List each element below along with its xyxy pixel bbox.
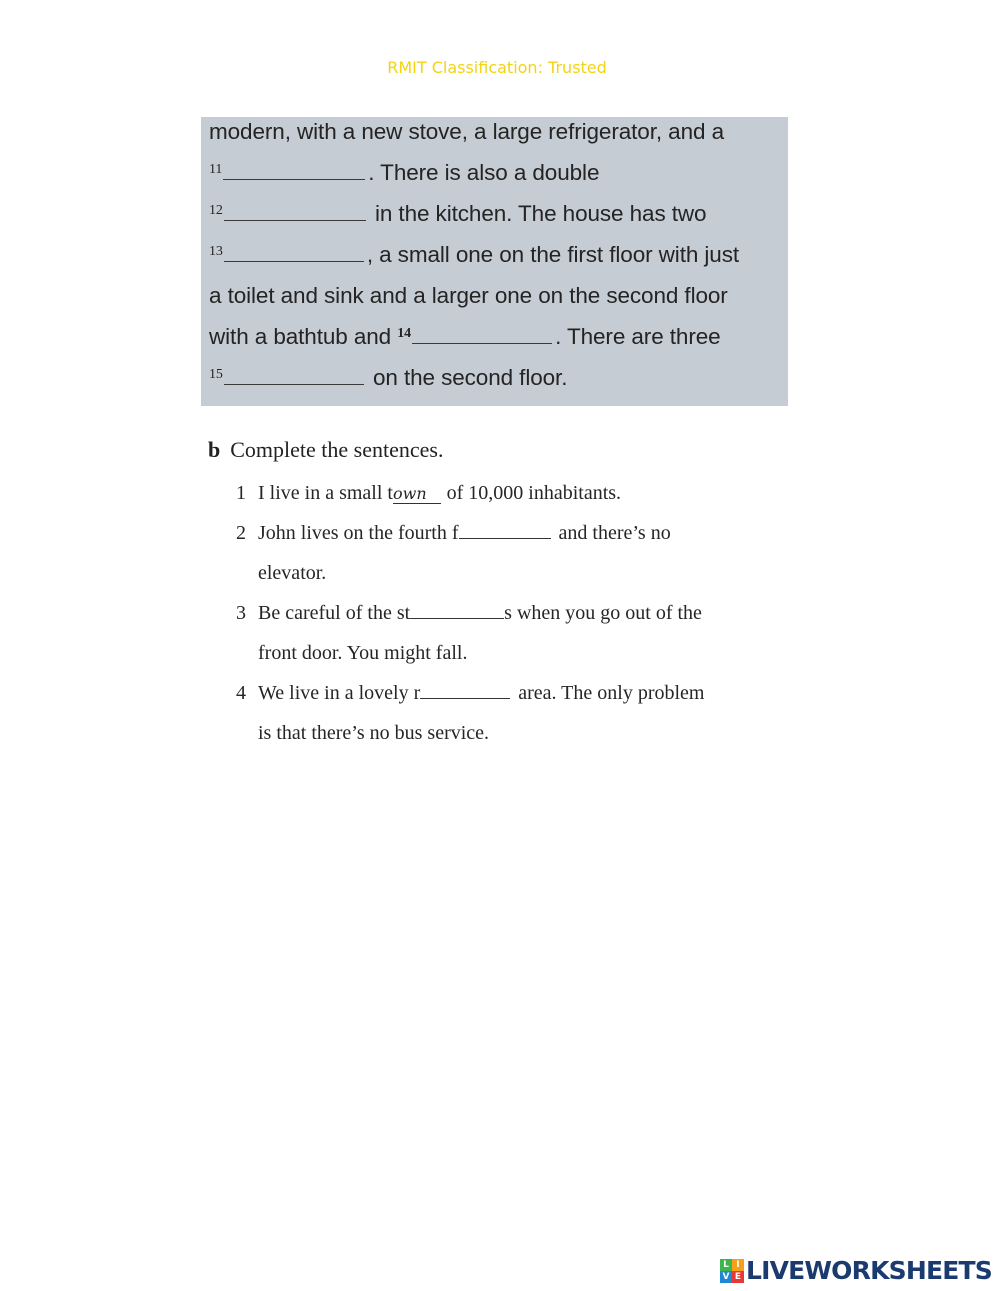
passage-line (209, 201, 706, 227)
passage-text: with a bathtub and (209, 324, 398, 349)
passage-line (209, 119, 724, 145)
exercise-text: and there’s no (558, 522, 671, 544)
logo-letter: I (732, 1259, 744, 1271)
section-b-heading (208, 437, 443, 463)
exercise-item (236, 682, 704, 705)
liveworksheets-logo (720, 1256, 992, 1285)
exercise-number: 1 (236, 482, 246, 504)
exercise-item (236, 522, 671, 545)
passage-line (209, 242, 739, 268)
passage-text: on the second floor. (366, 365, 568, 390)
item-number: 13 (209, 244, 223, 259)
passage-text: modern, with a new stove, a large refrigerator, and a (209, 119, 724, 144)
answer-blank-12[interactable] (224, 204, 366, 221)
passage-text: . There is also a double (368, 160, 600, 185)
passage-text: . There are three (555, 324, 721, 349)
exercise-continuation: elevator. (258, 562, 327, 584)
item-number: 15 (209, 367, 223, 382)
exercise-text: John lives on the fourth f (258, 522, 459, 544)
answer-blank-13[interactable] (224, 245, 364, 262)
exercise-text: We live in a lovely r (258, 682, 421, 704)
passage-box (201, 117, 788, 406)
exercise-continuation: is that there’s no bus service. (258, 722, 490, 744)
exercise-text: of 10,000 inhabitants. (446, 482, 622, 504)
exercise-text: I live in a small t (258, 482, 393, 504)
passage-text: a toilet and sink and a larger one on the second floor (209, 283, 728, 308)
logo-icon (720, 1259, 744, 1283)
exercise-number: 2 (236, 522, 246, 544)
section-letter: b (208, 437, 221, 462)
exercise-item (236, 482, 621, 505)
exercise-number: 3 (236, 602, 246, 624)
answer-blank-b3[interactable] (410, 604, 504, 619)
answer-blank-b4[interactable] (420, 684, 510, 699)
exercise-text: Be careful of the st (258, 602, 411, 624)
passage-line (209, 365, 567, 391)
example-answer: own (393, 484, 441, 504)
passage-line (209, 160, 599, 186)
section-instruction: Complete the sentences. (230, 437, 444, 462)
answer-blank-15[interactable] (224, 368, 364, 385)
passage-line (209, 324, 721, 350)
answer-blank-11[interactable] (223, 163, 365, 180)
answer-blank-14[interactable] (412, 327, 552, 344)
item-number: 11 (209, 162, 223, 177)
exercise-text: area. The only problem (518, 682, 705, 704)
classification-label: RMIT Classification: Trusted (387, 58, 607, 77)
passage-text: , a small one on the first floor with just (366, 242, 740, 267)
logo-text: LIVEWORKSHEETS (745, 1256, 992, 1285)
answer-blank-b2[interactable] (459, 524, 551, 539)
passage-text: in the kitchen. The house has two (368, 201, 707, 226)
exercise-item (236, 602, 702, 625)
item-number: 12 (209, 203, 223, 218)
exercise-number: 4 (236, 682, 246, 704)
passage-line (209, 283, 728, 309)
exercise-continuation: front door. You might fall. (258, 642, 468, 664)
exercise-text: s when you go out of the (504, 602, 702, 624)
item-number: 14 (397, 326, 412, 341)
logo-letter: L (720, 1259, 732, 1271)
logo-letter: V (720, 1271, 732, 1283)
logo-letter: E (732, 1271, 744, 1283)
